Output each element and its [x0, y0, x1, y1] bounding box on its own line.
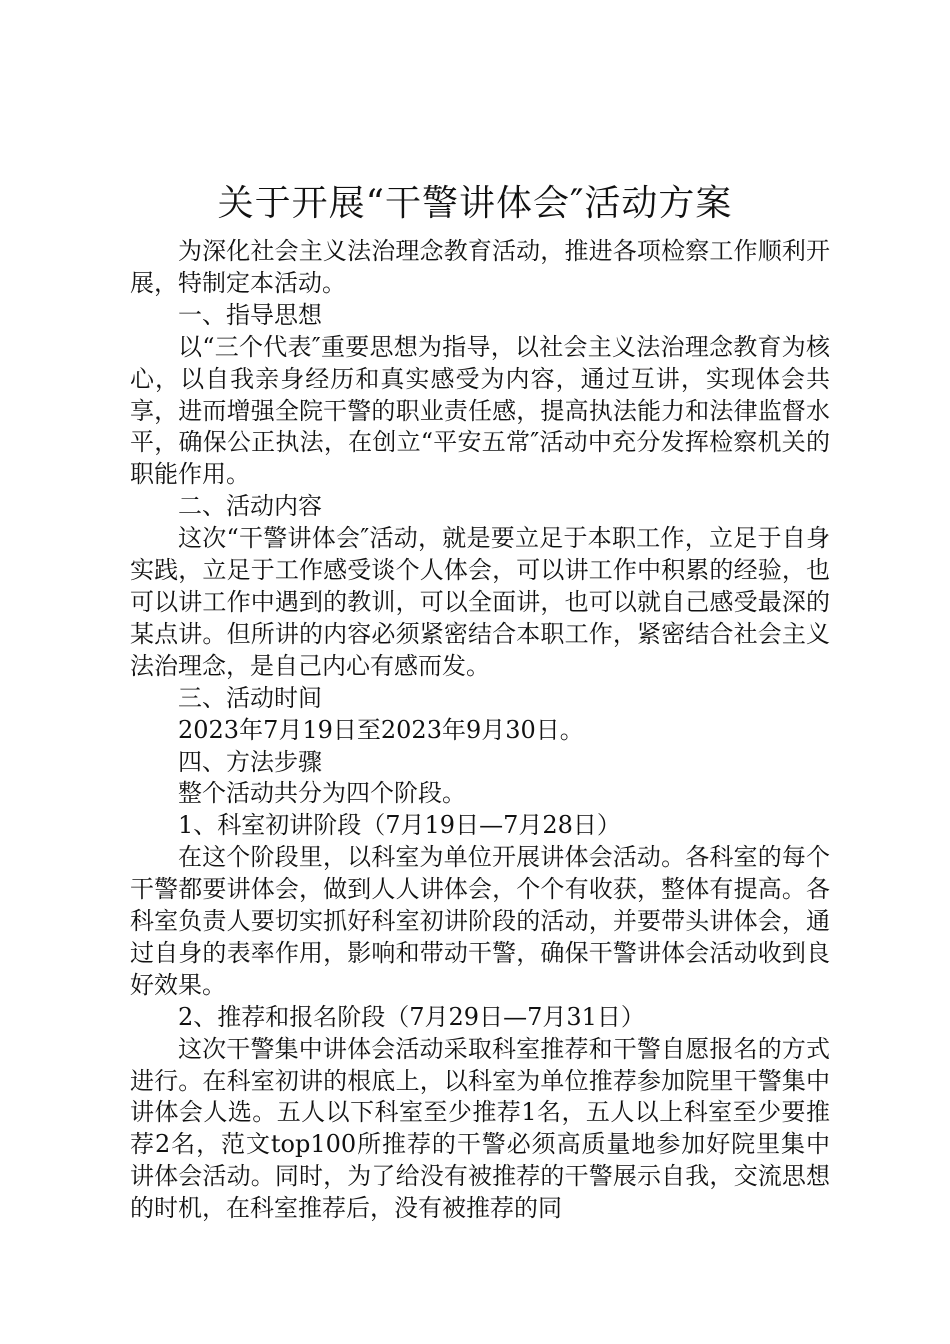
subheading-stage-2: 2、推荐和报名阶段（7月29日—7月31日）: [178, 1002, 645, 1031]
paragraph-stage-2: 这次干警集中讲体会活动采取科室推荐和干警自愿报名的方式进行。在科室初讲的根底上，以科室为单位推荐参加院里干警集中讲体会人选。五人以下科室至少推荐1名，五人以上科室至少要推荐2名，范文top100所推荐的干警必须高质量地参加好院里集中讲体会活动。同时，为了给没有被推荐的干警展示自我，交流思想的时机，在科室推荐后，没有被推荐的同: [130, 1034, 830, 1223]
section-heading-method-steps: 四、方法步骤: [178, 747, 322, 776]
paragraph-activity-content: 这次“干警讲体会″活动，就是要立足于本职工作，立足于自身实践，立足于工作感受谈个人体会，可以讲工作中积累的经验，也可以讲工作中遇到的教训，可以全面讲，也可以就自己感受最深的某点讲。但所讲的内容必须紧密结合本职工作，紧密结合社会主义法治理念，是自己内心有感而发。: [130, 524, 830, 680]
paragraph-stages-overview: 整个活动共分为四个阶段。: [178, 779, 466, 808]
paragraph-intro: 为深化社会主义法治理念教育活动，推进各项检察工作顺利开展，特制定本活动。: [130, 237, 830, 297]
section-heading-activity-time: 三、活动时间: [178, 683, 322, 712]
section-heading-activity-content: 二、活动内容: [178, 492, 322, 521]
section-heading-guiding-thought: 一、指导思想: [178, 300, 322, 329]
paragraph-stage-1: 在这个阶段里，以科室为单位开展讲体会活动。各科室的每个干警都要讲体会，做到人人讲体会，个个有收获，整体有提高。各科室负责人要切实抓好科室初讲阶段的活动，并要带头讲体会，通过自身的表率作用，影响和带动干警，确保干警讲体会活动收到良好效果。: [130, 843, 830, 999]
document-title: 关于开展“干警讲体会″活动方案: [217, 183, 733, 224]
subheading-stage-1: 1、科室初讲阶段（7月19日—7月28日）: [178, 811, 621, 840]
document-body: [130, 236, 830, 1225]
paragraph-activity-time: 2023年7月19日至2023年9月30日。: [178, 715, 584, 744]
paragraph-guiding-thought: 以“三个代表″重要思想为指导，以社会主义法治理念教育为核心，以自我亲身经历和真实感受为内容，通过互讲，实现体会共享，进而增强全院干警的职业责任感，提高执法能力和法律监督水平，确保公正执法，在创立“平安五常″活动中充分发挥检察机关的职能作用。: [130, 332, 830, 489]
